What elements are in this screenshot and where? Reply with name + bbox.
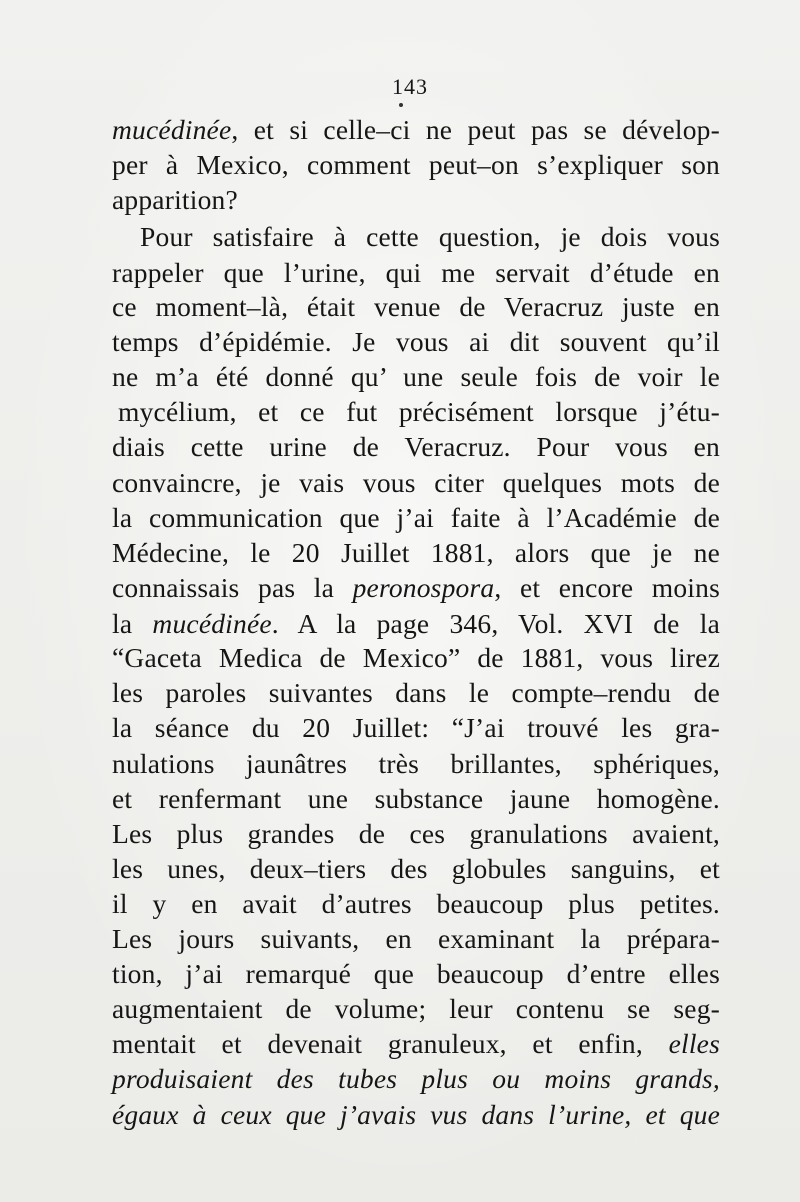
italic-text: égaux à ceux que j’avais vus dans l’urine, et que <box>112 1099 720 1130</box>
text-run: per à Mexico, comment peut–on s’expliquer son <box>112 149 720 180</box>
text-line <box>112 501 720 535</box>
text-line <box>112 466 720 500</box>
text-run: la <box>112 608 153 639</box>
italic-text: mucédinée <box>112 114 232 145</box>
text-line <box>112 571 720 605</box>
text-line <box>112 711 720 745</box>
text-run: Les plus grandes de ces granulations avaient, <box>112 818 720 849</box>
text-run: augmentaient de volume; leur contenu se seg- <box>112 993 720 1024</box>
text-line <box>112 817 720 851</box>
text-line <box>112 183 720 217</box>
text-run: apparition? <box>112 184 238 215</box>
text-line <box>112 536 720 570</box>
text-run: , et encore moins <box>494 572 720 603</box>
text-run: Les jours suivants, en examinant la prépara- <box>112 923 720 954</box>
text-run: la séance du 20 Juillet: “J’ai trouvé les gra- <box>112 712 720 743</box>
text-line <box>112 360 720 394</box>
text-line <box>112 852 720 886</box>
text-run: il y en avait d’autres beaucoup plus petites. <box>112 888 720 919</box>
text-line <box>112 148 720 182</box>
italic-text: produisaient des tubes plus ou moins grands, <box>112 1063 720 1094</box>
text-run: rappeler que l’urine, qui me servait d’étude en <box>112 257 720 288</box>
text-run: . A la page 346, Vol. XVI de la <box>271 608 720 639</box>
text-line <box>112 641 720 675</box>
text-line <box>112 1027 720 1061</box>
text-run: et renfermant une substance jaune homogène. <box>112 783 720 814</box>
text-line <box>112 430 720 464</box>
text-run: nulations jaunâtres très brillantes, sphériques, <box>112 748 720 779</box>
text-run: les unes, deux–tiers des globules sanguins, et <box>112 853 720 884</box>
text-line <box>112 290 720 324</box>
text-run: tion, j’ai remarqué que beaucoup d’entre elles <box>112 958 720 989</box>
text-run: Pour satisfaire à cette question, je dois vous <box>140 221 720 252</box>
text-line <box>112 957 720 991</box>
text-run: les paroles suivantes dans le compte–rendu de <box>112 677 720 708</box>
text-line <box>112 747 720 781</box>
italic-text: mucédinée <box>152 608 272 639</box>
text-run: connaissais pas la <box>112 572 353 603</box>
text-line <box>118 395 720 429</box>
text-line <box>112 1062 720 1096</box>
text-line <box>112 113 720 147</box>
text-line <box>112 325 720 359</box>
text-run: mycélium, et ce fut précisément lorsque j’étu- <box>118 396 720 427</box>
text-run: mentait et devenait granuleux, et enfin, <box>112 1028 669 1059</box>
text-run: , et si celle–ci ne peut pas se dévelop- <box>231 114 720 145</box>
text-run: “Gaceta Medica de Mexico” de 1881, vous lirez <box>112 642 720 673</box>
text-line <box>112 1098 720 1132</box>
text-run: temps d’épidémie. Je vous ai dit souvent qu’il <box>112 326 720 357</box>
text-line <box>112 607 720 641</box>
text-run: la communication que j’ai faite à l’Académie de <box>112 502 720 533</box>
text-line <box>140 220 720 254</box>
italic-text: peronospora <box>352 572 495 603</box>
text-run: convaincre, je vais vous citer quelques mots de <box>112 467 720 498</box>
page-number: 143 <box>392 74 428 99</box>
italic-text: elles <box>668 1028 720 1059</box>
text-line <box>112 922 720 956</box>
text-line <box>112 782 720 816</box>
text-run: ce moment–là, était venue de Veracruz juste en <box>112 291 720 322</box>
ink-speck <box>399 103 403 107</box>
text-line <box>112 887 720 921</box>
text-run: Médecine, le 20 Juillet 1881, alors que je ne <box>112 537 720 568</box>
text-line <box>112 676 720 710</box>
text-run: diais cette urine de Veracruz. Pour vous en <box>112 431 720 462</box>
text-run: ne m’a été donné qu’ une seule fois de voir le <box>112 361 720 392</box>
text-line <box>112 992 720 1026</box>
text-line <box>112 256 720 290</box>
